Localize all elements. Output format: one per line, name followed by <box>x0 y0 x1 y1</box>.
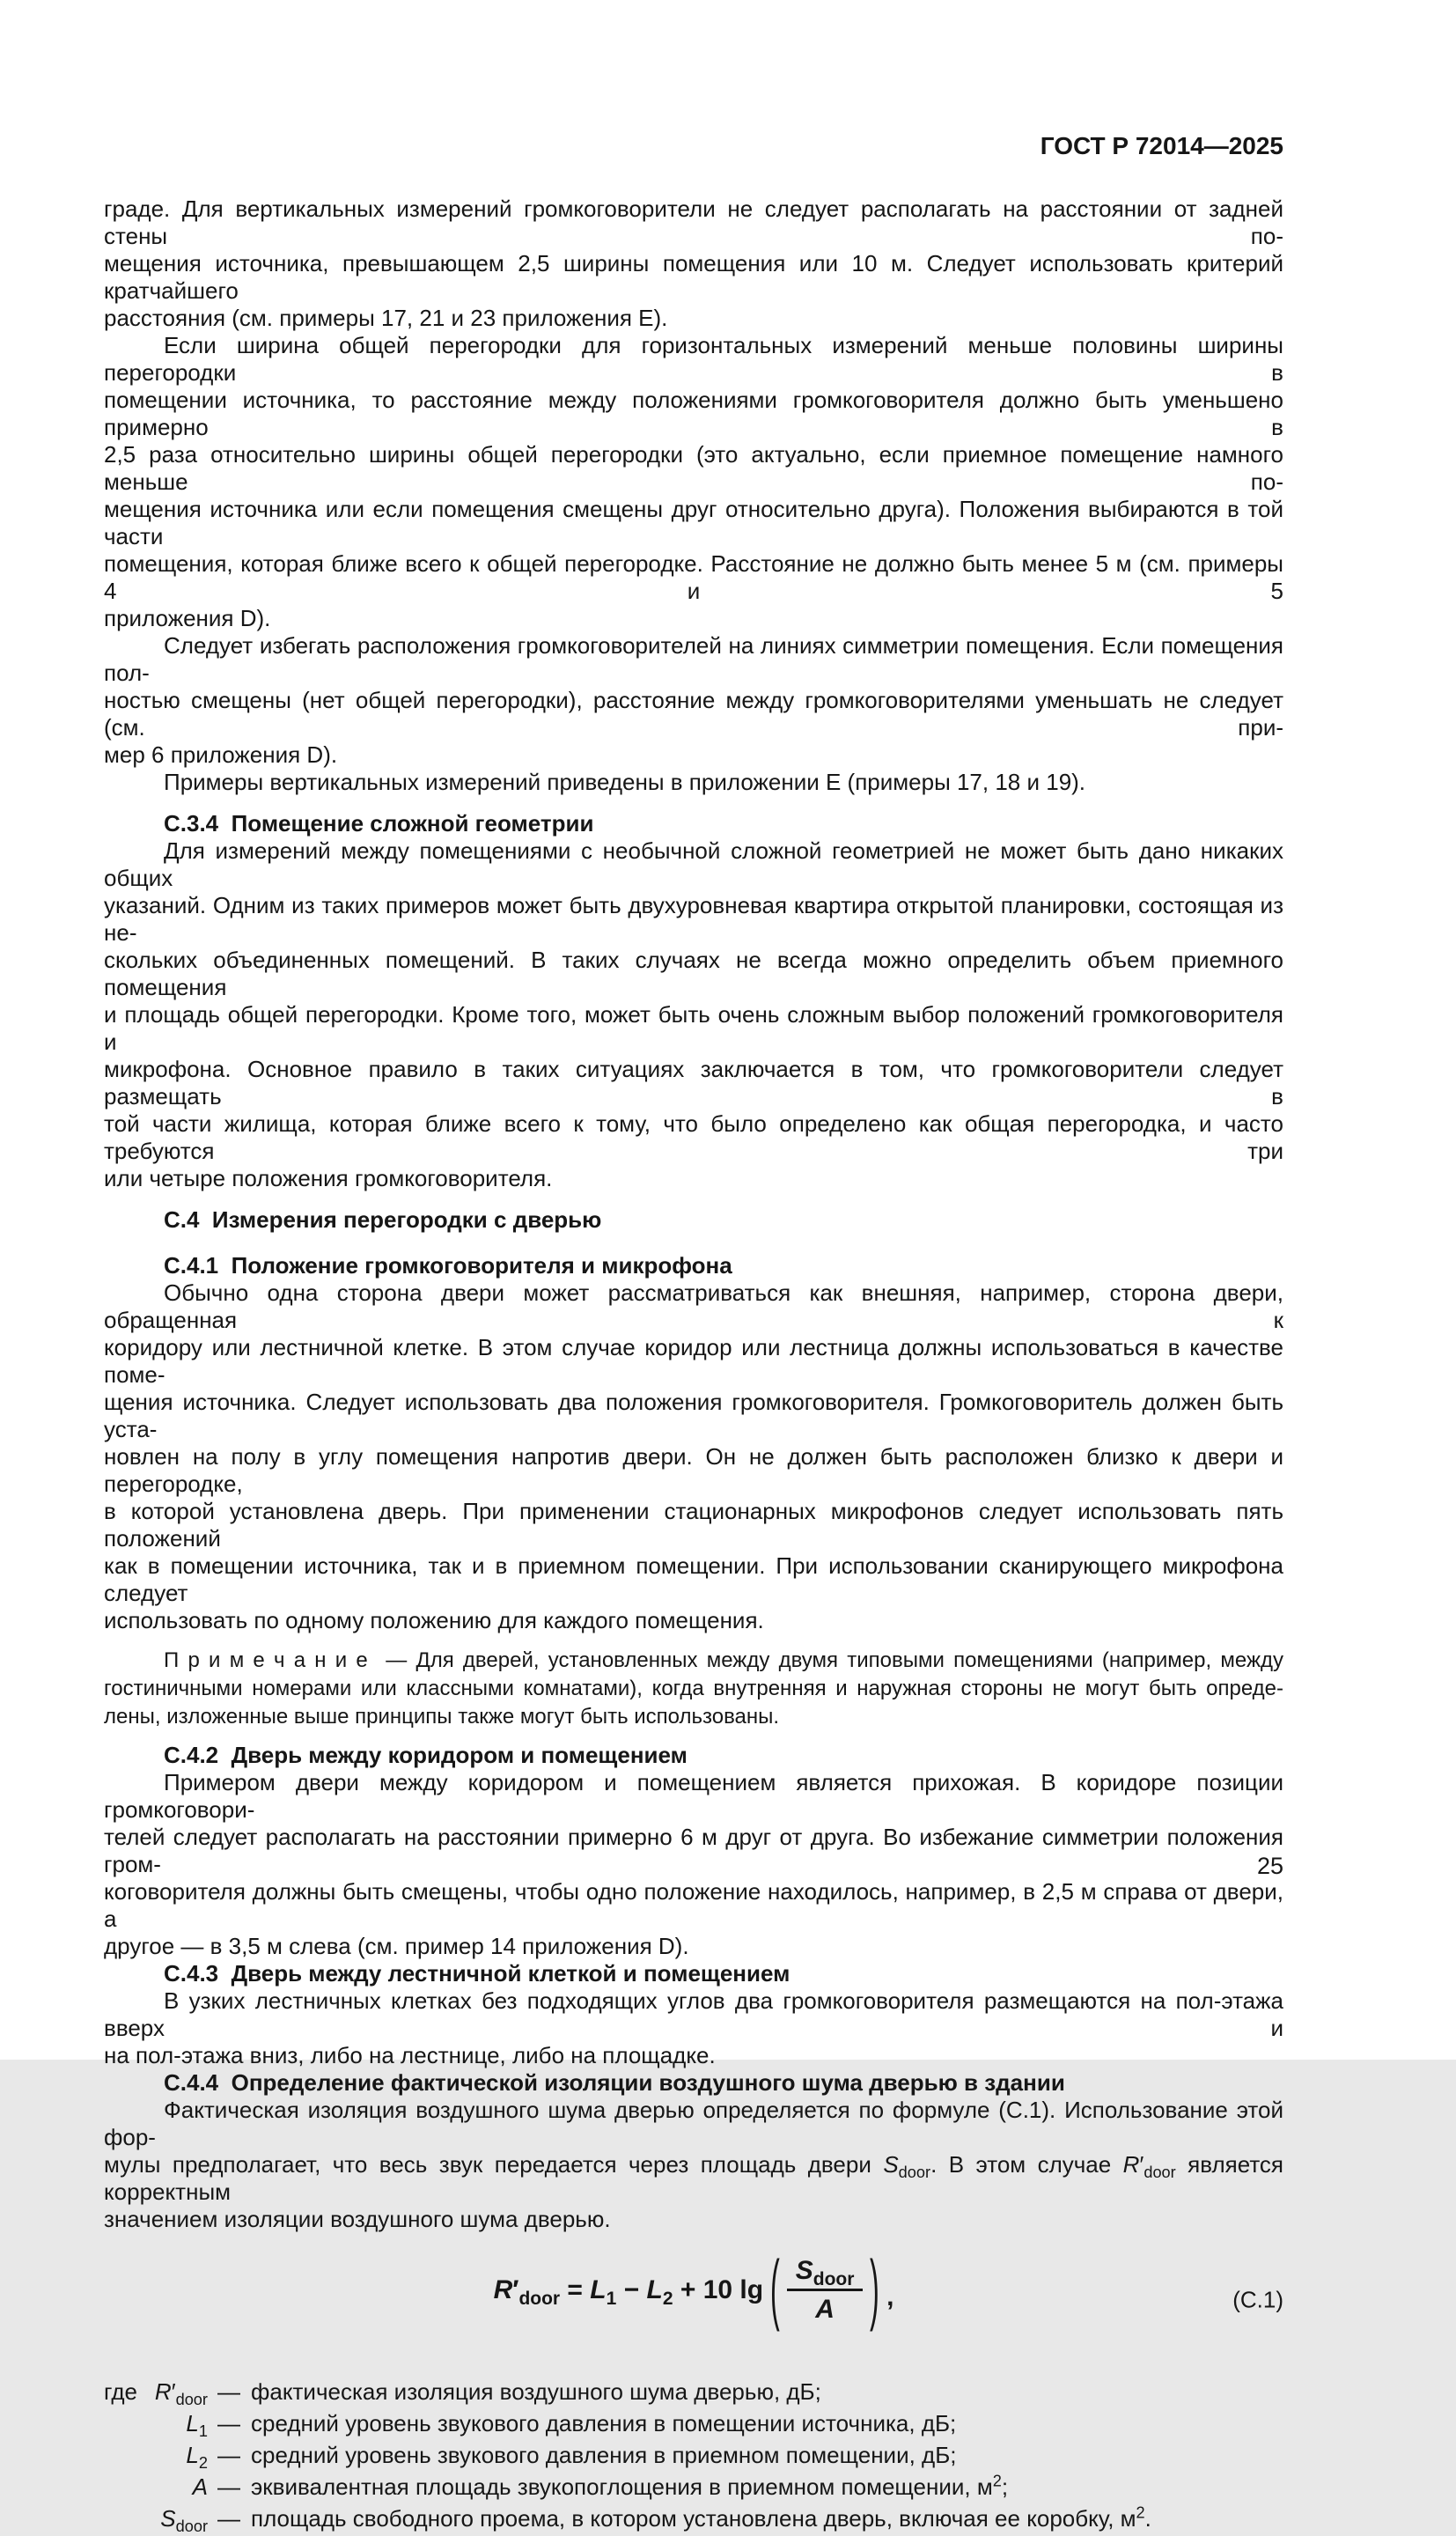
section-heading: C.4.1 Положение громкоговорителя и микрофона <box>164 1252 732 1279</box>
definition-row <box>104 2503 1283 2536</box>
definition-term <box>104 2378 208 2407</box>
page-footer <box>104 1852 1283 1880</box>
paragraph-line: мер 6 приложения D). <box>104 741 338 768</box>
paragraph-line: скольких объединенных помещений. В таких случаях не всегда можно определить объем приемного помещения <box>104 947 1283 1000</box>
paragraph-line: мещения источника или если помещения смещены друг относительно друга). Положения выбираются в той части <box>104 496 1283 549</box>
definition-term <box>104 2504 208 2536</box>
paragraph-line: на пол-этажа вниз, либо на лестнице, либо на площадке. <box>104 2042 716 2068</box>
dash-separator: — <box>217 2378 240 2405</box>
paragraph-line: телей следует располагать на расстоянии примерно 6 м друг от друга. Во избежание симметрии положения гром- <box>104 1824 1283 1877</box>
paragraph-line: Примеры вертикальных измерений приведены в приложении E (примеры 17, 18 и 19). <box>164 769 1086 795</box>
note-line: гостиничными номерами или классными комнатами), когда внутренняя и наружная стороны не могут быть опреде- <box>104 1677 1283 1700</box>
paragraph-line: помещения, которая ближе всего к общей перегородке. Расстояние не должно быть менее 5 м (см. примеры 4 и 5 <box>104 550 1283 604</box>
paragraph-line: другое — в 3,5 м слева (см. пример 14 приложения D). <box>104 1933 689 1959</box>
paragraph-line: Если ширина общей перегородки для горизонтальных измерений меньше половины ширины перегородки в <box>104 332 1283 386</box>
paragraph-line: ностью смещены (нет общей перегородки), расстояние между громкоговорителями уменьшать не следует (см. при- <box>104 687 1283 741</box>
paragraph <box>104 332 1283 632</box>
page-header <box>104 132 1283 160</box>
section-heading: C.4.4 Определение фактической изоляции воздушного шума дверью в здании <box>164 2069 1065 2096</box>
definition-symbol: $S_{door}$ <box>160 2505 208 2536</box>
paragraph-line: 2,5 раза относительно ширины общей перегородки (это актуально, если приемное помещение намного меньше по- <box>104 441 1283 495</box>
paragraph-line: помещении источника, то расстояние между положениями громкоговорителя должно быть уменьшено примерно в <box>104 387 1283 440</box>
equation-lhs: $R'_{door} = L_1 - L_2 + 10$ lg <box>493 2275 764 2309</box>
doc-number: ГОСТ Р 72014—2025 <box>1040 132 1283 159</box>
open-paren: ( <box>770 2246 780 2333</box>
paragraph-line: новлен на полу в углу помещения напротив двери. Он не должен быть расположен близко к двери и перегородке, <box>104 1443 1283 1497</box>
paragraph <box>104 632 1283 769</box>
paragraph <box>104 1279 1283 1634</box>
paragraph-line: указаний. Одним из таких примеров может быть двухуровневая квартира открытой планировки, состоящая из не- <box>104 892 1283 946</box>
paragraph-line: использовать по одному положению для каждого помещения. <box>104 1607 764 1633</box>
equation <box>493 2246 894 2333</box>
definition-lead: где <box>104 2378 137 2405</box>
definition-row <box>104 2473 1283 2502</box>
paragraph <box>104 195 1283 332</box>
definition-description: площадь свободного проема, в котором установлена дверь, включая ее коробку, $м^2$. <box>251 2503 1151 2532</box>
paragraph-line: расстояния (см. примеры 17, 21 и 23 приложения E). <box>104 305 668 331</box>
paragraph <box>104 769 1283 796</box>
paragraph <box>104 1987 1283 2069</box>
definition-symbol: $R'_{door}$ <box>154 2378 208 2409</box>
page-number: 25 <box>1256 1853 1283 1879</box>
definition-term <box>104 2409 208 2441</box>
paragraph-line: как в помещении источника, так и в приемном помещении. При использовании сканирующего микрофона следует <box>104 1552 1283 1606</box>
fraction <box>787 2256 864 2324</box>
section-heading: C.4 Измерения перегородки с дверью <box>164 1206 602 1233</box>
fraction-numerator: $S_{door}$ <box>787 2256 864 2291</box>
definition-row <box>104 2441 1283 2473</box>
paragraph-line: коговорителя должны быть смещены, чтобы одно положение находилось, например, в 2,5 м справа от двери, а <box>104 1878 1283 1932</box>
paragraph-line: мещения источника, превышающем 2,5 ширины помещения или 10 м. Следует использовать критерий кратчайшего <box>104 250 1283 304</box>
section-heading: C.4.3 Дверь между лестничной клеткой и помещением <box>164 1960 791 1987</box>
paragraph-line: микрофона. Основное правило в таких ситуациях заключается в том, что громкоговорители следует размещать в <box>104 1056 1283 1110</box>
close-paren: ) <box>870 2246 880 2333</box>
paragraph-line: приложения D). <box>104 605 271 631</box>
paragraph-line: мулы предполагает, что весь звук передается через площадь двери $S_{door}$. В этом случае $R'_{door}$ является корректным <box>104 2151 1284 2205</box>
paragraph-line: в которой установлена дверь. При применении стационарных микрофонов следует использовать пять положений <box>104 1498 1283 1552</box>
definition-description: фактическая изоляция воздушного шума дверью, дБ; <box>251 2378 821 2405</box>
definition-description: эквивалентная площадь звукопоглощения в приемном помещении, $м^2$; <box>251 2472 1009 2500</box>
definition-symbol: A <box>192 2473 208 2500</box>
equation-number: (C.1) <box>1232 2286 1283 2313</box>
paragraph <box>104 837 1283 1192</box>
note <box>104 1647 1283 1731</box>
paragraph-line: или четыре положения громкоговорителя. <box>104 1165 553 1191</box>
paragraph-line: Фактическая изоляция воздушного шума дверью определяется по формуле (C.1). Использование этой фор- <box>104 2097 1283 2150</box>
paragraph-line: Для измерений между помещениями с необычной сложной геометрией не может быть дано никаких общих <box>104 837 1283 891</box>
note-line: лены, изложенные выше принципы также могут быть использованы. <box>104 1705 780 1729</box>
section-heading: C.3.4 Помещение сложной геометрии <box>164 810 594 837</box>
definition-description: средний уровень звукового давления в помещении источника, дБ; <box>251 2410 957 2436</box>
note-line: П р и м е ч а н и е — Для дверей, установленных между двумя типовыми помещениями (например, между <box>164 1648 1283 1672</box>
paragraph-line: Обычно одна сторона двери может рассматриваться как внешняя, например, сторона двери, обращенная к <box>104 1279 1283 1333</box>
definition-symbol: $L_1$ <box>186 2410 208 2441</box>
paragraph <box>104 2097 1283 2233</box>
definition-term <box>104 2473 208 2502</box>
fraction-denominator: A <box>815 2295 835 2324</box>
paragraph-line: граде. Для вертикальных измерений громкоговорители не следует располагать на расстоянии от задней стены по- <box>104 195 1283 249</box>
definition-row <box>104 2409 1283 2441</box>
equation-trailing-comma: , <box>886 2282 894 2311</box>
definition-symbol: $L_2$ <box>186 2442 208 2473</box>
paragraph-line: Примером двери между коридором и помещением является прихожая. В коридоре позиции громкоговори- <box>104 1769 1283 1823</box>
paragraph-line: значением изоляции воздушного шума дверью. <box>104 2206 611 2232</box>
paragraph-line: В узких лестничных клетках без подходящих углов два громкоговорителя размещаются на пол-этажа вверх и <box>104 1987 1283 2041</box>
paragraph-line: и площадь общей перегородки. Кроме того, может быть очень сложным выбор положений громкоговорителя и <box>104 1001 1283 1055</box>
paragraph-line: той части жилища, которая ближе всего к тому, что было определено как общая перегородка, и часто требуются три <box>104 1110 1283 1164</box>
definition-description: средний уровень звукового давления в приемном помещении, дБ; <box>251 2442 957 2468</box>
dash-separator: — <box>217 2505 240 2532</box>
document-body <box>104 195 1283 2536</box>
dash-separator: — <box>217 2473 240 2500</box>
definition-row <box>104 2378 1283 2407</box>
paragraph-line: коридору или лестничной клетке. В этом случае коридор или лестница должны использоваться в качестве поме- <box>104 1334 1283 1388</box>
formula-block <box>104 2246 1283 2344</box>
section-heading: C.4.2 Дверь между коридором и помещением <box>164 1742 688 1768</box>
definitions-list <box>104 2378 1283 2536</box>
paragraph-line: Следует избегать расположения громкоговорителей на линиях симметрии помещения. Если помещения пол- <box>104 632 1283 686</box>
paragraph-line: щения источника. Следует использовать два положения громкоговорителя. Громкоговоритель должен быть уста- <box>104 1389 1283 1442</box>
definition-term <box>104 2441 208 2473</box>
dash-separator: — <box>217 2442 240 2468</box>
dash-separator: — <box>217 2410 240 2436</box>
